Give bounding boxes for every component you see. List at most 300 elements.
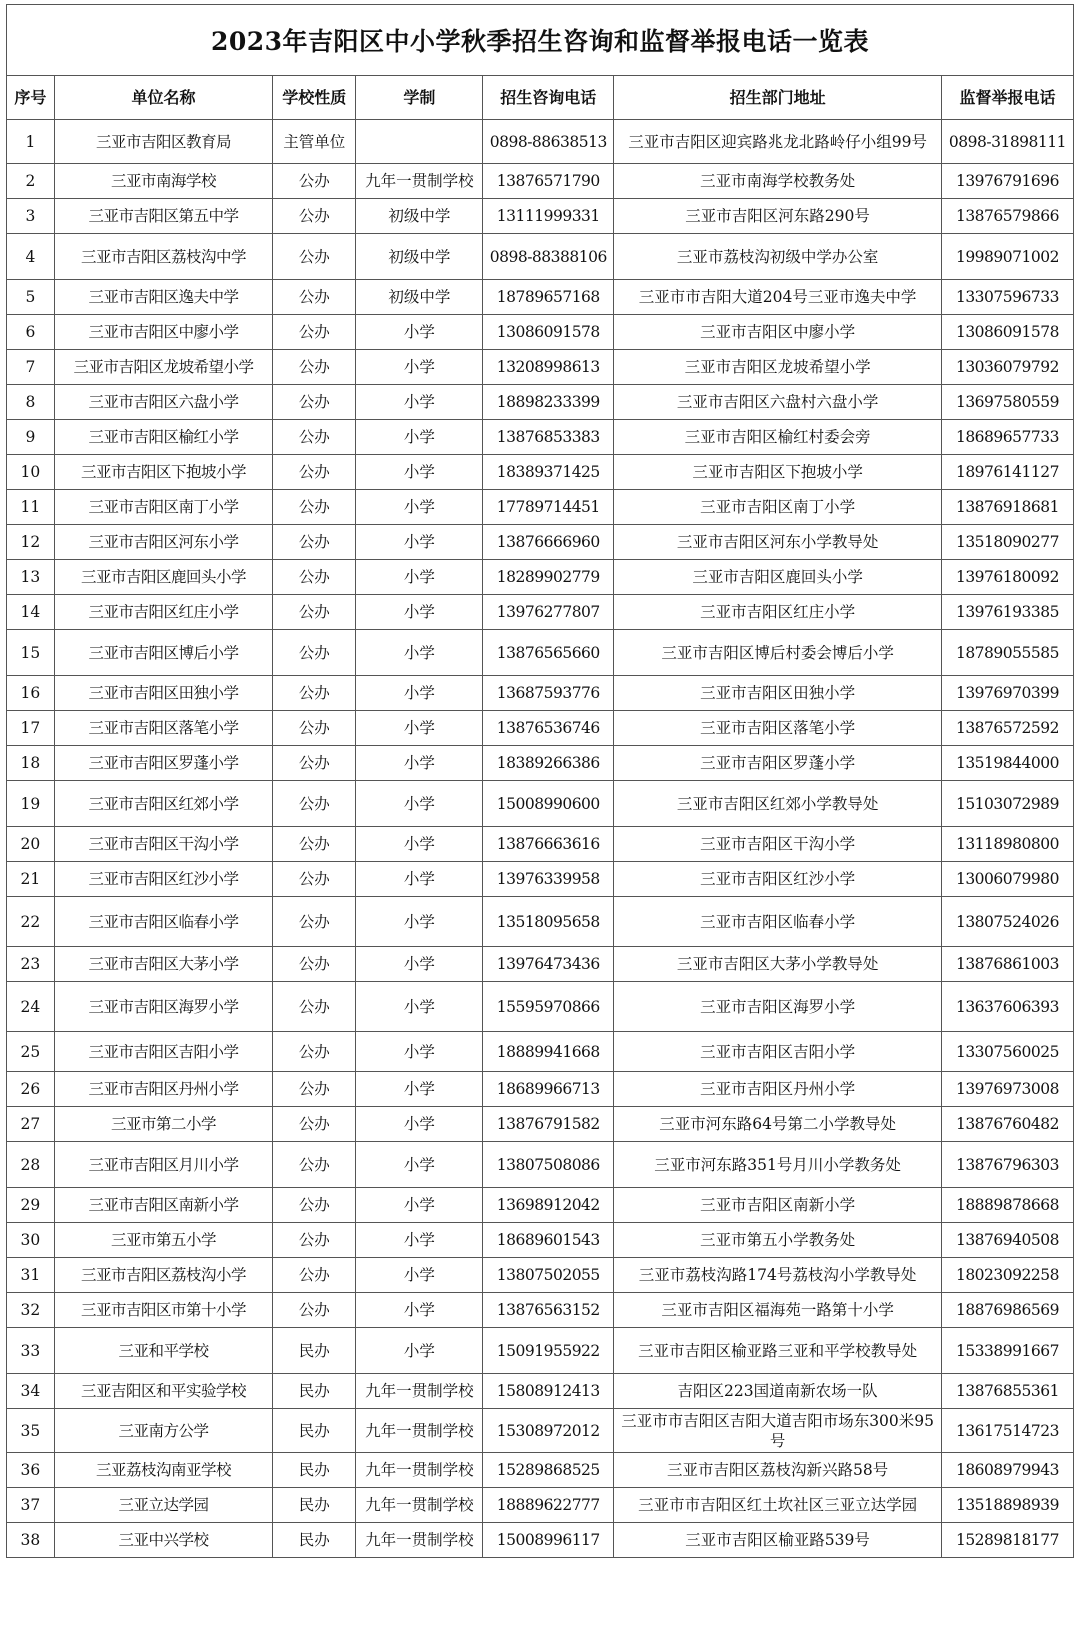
cell-report-phone: 13876940508: [941, 1223, 1073, 1258]
cell-school-type: 公办: [273, 385, 356, 420]
cell-school-system: 小学: [356, 1072, 483, 1107]
cell-office-address: 三亚市吉阳区河东路290号: [614, 199, 942, 234]
cell-school-system: 小学: [356, 1223, 483, 1258]
cell-report-phone: 18689657733: [941, 420, 1073, 455]
cell-school-type: 公办: [273, 947, 356, 982]
cell-school-system: 九年一贯制学校: [356, 1374, 483, 1409]
cell-report-phone: 15103072989: [941, 781, 1073, 827]
table-row: [7, 120, 1074, 164]
cell-report-phone: 19989071002: [941, 234, 1073, 280]
cell-index: 12: [7, 525, 55, 560]
cell-unit-name: 三亚市吉阳区红沙小学: [54, 862, 272, 897]
cell-enrollment-phone: 15008996117: [483, 1523, 614, 1558]
cell-school-type: 公办: [273, 490, 356, 525]
cell-index: 9: [7, 420, 55, 455]
cell-school-type: 公办: [273, 897, 356, 947]
cell-office-address: 三亚市市吉阳大道204号三亚市逸夫中学: [614, 280, 942, 315]
table-row: [7, 676, 1074, 711]
cell-unit-name: 三亚中兴学校: [54, 1523, 272, 1558]
cell-school-type: 公办: [273, 1107, 356, 1142]
cell-office-address: 三亚市吉阳区中廖小学: [614, 315, 942, 350]
cell-office-address: 三亚市吉阳区六盘村六盘小学: [614, 385, 942, 420]
cell-unit-name: 三亚市吉阳区鹿回头小学: [54, 560, 272, 595]
table-row: [7, 982, 1074, 1032]
cell-office-address: 三亚市吉阳区榆亚路539号: [614, 1523, 942, 1558]
cell-index: 34: [7, 1374, 55, 1409]
cell-index: 10: [7, 455, 55, 490]
table-row: [7, 525, 1074, 560]
cell-school-system: 小学: [356, 746, 483, 781]
table-row: [7, 1488, 1074, 1523]
cell-report-phone: 13976973008: [941, 1072, 1073, 1107]
cell-school-system: 九年一贯制学校: [356, 1453, 483, 1488]
cell-enrollment-phone: 15289868525: [483, 1453, 614, 1488]
table-row: [7, 1032, 1074, 1072]
table-row: [7, 630, 1074, 676]
cell-index: 19: [7, 781, 55, 827]
cell-school-type: 公办: [273, 781, 356, 827]
cell-school-type: 公办: [273, 1142, 356, 1188]
table-row: [7, 1188, 1074, 1223]
cell-unit-name: 三亚市吉阳区下抱坡小学: [54, 455, 272, 490]
table-row: [7, 234, 1074, 280]
cell-unit-name: 三亚吉阳区和平实验学校: [54, 1374, 272, 1409]
table-row: [7, 1293, 1074, 1328]
cell-office-address: 三亚市吉阳区下抱坡小学: [614, 455, 942, 490]
cell-index: 21: [7, 862, 55, 897]
cell-school-system: 小学: [356, 897, 483, 947]
cell-office-address: 三亚市荔枝沟初级中学办公室: [614, 234, 942, 280]
header-enrollment-phone: 招生咨询电话: [483, 76, 614, 120]
table-row: [7, 315, 1074, 350]
table-row: [7, 1223, 1074, 1258]
table-row: [7, 164, 1074, 199]
cell-report-phone: 13086091578: [941, 315, 1073, 350]
cell-unit-name: 三亚市吉阳区第五中学: [54, 199, 272, 234]
hotline-table: [6, 75, 1074, 1558]
cell-enrollment-phone: 15091955922: [483, 1328, 614, 1374]
cell-school-type: 公办: [273, 1188, 356, 1223]
header-index: 序号: [7, 76, 55, 120]
cell-index: 38: [7, 1523, 55, 1558]
cell-school-type: 公办: [273, 420, 356, 455]
cell-index: 36: [7, 1453, 55, 1488]
cell-report-phone: 18608979943: [941, 1453, 1073, 1488]
header-school-system: 学制: [356, 76, 483, 120]
cell-unit-name: 三亚市南海学校: [54, 164, 272, 199]
table-row: [7, 781, 1074, 827]
cell-unit-name: 三亚市吉阳区临春小学: [54, 897, 272, 947]
cell-report-phone: 13876796303: [941, 1142, 1073, 1188]
cell-enrollment-phone: 13687593776: [483, 676, 614, 711]
cell-enrollment-phone: 18889622777: [483, 1488, 614, 1523]
cell-school-type: 公办: [273, 1223, 356, 1258]
cell-enrollment-phone: 18889941668: [483, 1032, 614, 1072]
cell-office-address: 三亚市吉阳区荔枝沟新兴路58号: [614, 1453, 942, 1488]
document-title: 2023年吉阳区中小学秋季招生咨询和监督举报电话一览表: [6, 4, 1074, 75]
cell-office-address: 三亚市市吉阳区吉阳大道吉阳市场东300米95号: [614, 1409, 942, 1453]
cell-enrollment-phone: 13876565660: [483, 630, 614, 676]
cell-unit-name: 三亚市吉阳区红郊小学: [54, 781, 272, 827]
cell-index: 25: [7, 1032, 55, 1072]
cell-school-system: 九年一贯制学校: [356, 164, 483, 199]
cell-report-phone: 13876918681: [941, 490, 1073, 525]
cell-school-type: 公办: [273, 525, 356, 560]
table-row: [7, 897, 1074, 947]
cell-report-phone: 13518090277: [941, 525, 1073, 560]
cell-enrollment-phone: 13976473436: [483, 947, 614, 982]
cell-index: 32: [7, 1293, 55, 1328]
cell-school-system: 小学: [356, 630, 483, 676]
cell-office-address: 三亚市吉阳区红郊小学教导处: [614, 781, 942, 827]
cell-school-type: 公办: [273, 862, 356, 897]
cell-school-system: 初级中学: [356, 234, 483, 280]
cell-index: 20: [7, 827, 55, 862]
cell-office-address: 三亚市吉阳区博后村委会博后小学: [614, 630, 942, 676]
cell-office-address: 三亚市吉阳区榆亚路三亚和平学校教导处: [614, 1328, 942, 1374]
cell-index: 14: [7, 595, 55, 630]
cell-enrollment-phone: 18389371425: [483, 455, 614, 490]
cell-report-phone: 18976141127: [941, 455, 1073, 490]
cell-report-phone: 13519844000: [941, 746, 1073, 781]
cell-school-type: 公办: [273, 1258, 356, 1293]
cell-index: 5: [7, 280, 55, 315]
cell-unit-name: 三亚市吉阳区月川小学: [54, 1142, 272, 1188]
cell-office-address: 三亚市吉阳区迎宾路兆龙北路岭仔小组99号: [614, 120, 942, 164]
cell-school-type: 公办: [273, 630, 356, 676]
cell-index: 37: [7, 1488, 55, 1523]
cell-report-phone: 18876986569: [941, 1293, 1073, 1328]
cell-enrollment-phone: 15808912413: [483, 1374, 614, 1409]
cell-unit-name: 三亚荔枝沟南亚学校: [54, 1453, 272, 1488]
cell-unit-name: 三亚市吉阳区大茅小学: [54, 947, 272, 982]
cell-index: 4: [7, 234, 55, 280]
cell-unit-name: 三亚市第二小学: [54, 1107, 272, 1142]
cell-school-system: 初级中学: [356, 199, 483, 234]
cell-office-address: 三亚市吉阳区田独小学: [614, 676, 942, 711]
cell-index: 26: [7, 1072, 55, 1107]
cell-school-type: 公办: [273, 199, 356, 234]
cell-index: 6: [7, 315, 55, 350]
cell-enrollment-phone: 0898-88638513: [483, 120, 614, 164]
cell-enrollment-phone: 15595970866: [483, 982, 614, 1032]
cell-school-system: 小学: [356, 862, 483, 897]
cell-enrollment-phone: 13807502055: [483, 1258, 614, 1293]
cell-school-type: 公办: [273, 455, 356, 490]
cell-school-system: 初级中学: [356, 280, 483, 315]
cell-school-system: 小学: [356, 315, 483, 350]
cell-office-address: 三亚市吉阳区南丁小学: [614, 490, 942, 525]
cell-school-system: 九年一贯制学校: [356, 1523, 483, 1558]
cell-enrollment-phone: 0898-88388106: [483, 234, 614, 280]
table-row: [7, 560, 1074, 595]
cell-index: 27: [7, 1107, 55, 1142]
cell-school-type: 主管单位: [273, 120, 356, 164]
cell-school-system: 九年一贯制学校: [356, 1488, 483, 1523]
cell-report-phone: 13518898939: [941, 1488, 1073, 1523]
cell-index: 8: [7, 385, 55, 420]
cell-index: 18: [7, 746, 55, 781]
cell-school-system: 小学: [356, 385, 483, 420]
cell-unit-name: 三亚市吉阳区六盘小学: [54, 385, 272, 420]
cell-unit-name: 三亚市吉阳区南新小学: [54, 1188, 272, 1223]
cell-office-address: 三亚市吉阳区南新小学: [614, 1188, 942, 1223]
table-row: [7, 490, 1074, 525]
cell-school-type: 公办: [273, 234, 356, 280]
cell-office-address: 三亚市河东路64号第二小学教导处: [614, 1107, 942, 1142]
table-row: [7, 420, 1074, 455]
cell-report-phone: 13876861003: [941, 947, 1073, 982]
cell-office-address: 三亚市吉阳区河东小学教导处: [614, 525, 942, 560]
cell-school-type: 公办: [273, 560, 356, 595]
cell-index: 35: [7, 1409, 55, 1453]
cell-school-system: 小学: [356, 781, 483, 827]
cell-office-address: 三亚市吉阳区福海苑一路第十小学: [614, 1293, 942, 1328]
cell-report-phone: 15338991667: [941, 1328, 1073, 1374]
cell-school-system: 小学: [356, 947, 483, 982]
cell-index: 22: [7, 897, 55, 947]
cell-index: 31: [7, 1258, 55, 1293]
document-sheet: [6, 4, 1074, 1558]
cell-enrollment-phone: 13976339958: [483, 862, 614, 897]
cell-school-system: 小学: [356, 490, 483, 525]
cell-report-phone: 0898-31898111: [941, 120, 1073, 164]
cell-unit-name: 三亚南方公学: [54, 1409, 272, 1453]
cell-unit-name: 三亚立达学园: [54, 1488, 272, 1523]
cell-report-phone: 13617514723: [941, 1409, 1073, 1453]
table-row: [7, 455, 1074, 490]
cell-unit-name: 三亚市吉阳区逸夫中学: [54, 280, 272, 315]
cell-school-system: 小学: [356, 827, 483, 862]
header-report-phone: 监督举报电话: [941, 76, 1073, 120]
cell-school-type: 公办: [273, 315, 356, 350]
cell-office-address: 三亚市吉阳区大茅小学教导处: [614, 947, 942, 982]
cell-unit-name: 三亚市吉阳区博后小学: [54, 630, 272, 676]
table-row: [7, 947, 1074, 982]
cell-index: 16: [7, 676, 55, 711]
cell-report-phone: 13006079980: [941, 862, 1073, 897]
cell-office-address: 三亚市市吉阳区红土坎社区三亚立达学园: [614, 1488, 942, 1523]
cell-report-phone: 13036079792: [941, 350, 1073, 385]
cell-enrollment-phone: 13976277807: [483, 595, 614, 630]
cell-school-type: 民办: [273, 1409, 356, 1453]
cell-report-phone: 13876855361: [941, 1374, 1073, 1409]
cell-index: 13: [7, 560, 55, 595]
cell-school-system: 小学: [356, 1188, 483, 1223]
cell-school-type: 民办: [273, 1453, 356, 1488]
cell-report-phone: 18889878668: [941, 1188, 1073, 1223]
table-body: [7, 120, 1074, 1558]
cell-unit-name: 三亚市吉阳区红庄小学: [54, 595, 272, 630]
cell-report-phone: 13976193385: [941, 595, 1073, 630]
cell-enrollment-phone: 13086091578: [483, 315, 614, 350]
cell-report-phone: 18023092258: [941, 1258, 1073, 1293]
cell-school-type: 公办: [273, 164, 356, 199]
cell-index: 28: [7, 1142, 55, 1188]
cell-school-system: 九年一贯制学校: [356, 1409, 483, 1453]
cell-enrollment-phone: 18689966713: [483, 1072, 614, 1107]
cell-school-system: 小学: [356, 711, 483, 746]
cell-school-system: 小学: [356, 1107, 483, 1142]
cell-unit-name: 三亚市第五小学: [54, 1223, 272, 1258]
cell-school-system: 小学: [356, 676, 483, 711]
cell-enrollment-phone: 13876663616: [483, 827, 614, 862]
cell-enrollment-phone: 13876791582: [483, 1107, 614, 1142]
cell-index: 23: [7, 947, 55, 982]
header-school-type: 学校性质: [273, 76, 356, 120]
cell-report-phone: 13876572592: [941, 711, 1073, 746]
cell-unit-name: 三亚市吉阳区荔枝沟小学: [54, 1258, 272, 1293]
cell-unit-name: 三亚市吉阳区南丁小学: [54, 490, 272, 525]
table-row: [7, 746, 1074, 781]
cell-school-system: 小学: [356, 982, 483, 1032]
cell-school-system: 小学: [356, 1328, 483, 1374]
cell-office-address: 三亚市吉阳区鹿回头小学: [614, 560, 942, 595]
cell-enrollment-phone: 13807508086: [483, 1142, 614, 1188]
cell-school-system: 小学: [356, 350, 483, 385]
cell-office-address: 三亚市吉阳区临春小学: [614, 897, 942, 947]
cell-index: 2: [7, 164, 55, 199]
cell-school-system: 小学: [356, 595, 483, 630]
cell-index: 3: [7, 199, 55, 234]
cell-office-address: 三亚市河东路351号月川小学教务处: [614, 1142, 942, 1188]
cell-unit-name: 三亚市吉阳区龙坡希望小学: [54, 350, 272, 385]
cell-office-address: 三亚市荔枝沟路174号荔枝沟小学教导处: [614, 1258, 942, 1293]
cell-report-phone: 15289818177: [941, 1523, 1073, 1558]
header-office-address: 招生部门地址: [614, 76, 942, 120]
cell-school-type: 公办: [273, 350, 356, 385]
cell-office-address: 吉阳区223国道南新农场一队: [614, 1374, 942, 1409]
cell-enrollment-phone: 13876536746: [483, 711, 614, 746]
cell-index: 33: [7, 1328, 55, 1374]
cell-index: 24: [7, 982, 55, 1032]
cell-unit-name: 三亚市吉阳区榆红小学: [54, 420, 272, 455]
cell-unit-name: 三亚市吉阳区荔枝沟中学: [54, 234, 272, 280]
cell-school-type: 公办: [273, 280, 356, 315]
cell-enrollment-phone: 13111999331: [483, 199, 614, 234]
cell-school-system: 小学: [356, 1142, 483, 1188]
table-row: [7, 1072, 1074, 1107]
table-row: [7, 1258, 1074, 1293]
cell-office-address: 三亚市吉阳区龙坡希望小学: [614, 350, 942, 385]
cell-school-system: 小学: [356, 420, 483, 455]
header-unit-name: 单位名称: [54, 76, 272, 120]
cell-office-address: 三亚市吉阳区海罗小学: [614, 982, 942, 1032]
cell-school-type: 公办: [273, 711, 356, 746]
cell-office-address: 三亚市吉阳区罗蓬小学: [614, 746, 942, 781]
cell-unit-name: 三亚市吉阳区教育局: [54, 120, 272, 164]
cell-office-address: 三亚市吉阳区吉阳小学: [614, 1032, 942, 1072]
cell-school-system: 小学: [356, 1258, 483, 1293]
cell-unit-name: 三亚和平学校: [54, 1328, 272, 1374]
cell-school-type: 公办: [273, 676, 356, 711]
cell-report-phone: 13876579866: [941, 199, 1073, 234]
cell-report-phone: 13976180092: [941, 560, 1073, 595]
cell-school-type: 公办: [273, 595, 356, 630]
cell-school-type: 民办: [273, 1374, 356, 1409]
cell-unit-name: 三亚市吉阳区落笔小学: [54, 711, 272, 746]
cell-enrollment-phone: 17789714451: [483, 490, 614, 525]
table-row: [7, 1409, 1074, 1453]
cell-office-address: 三亚市南海学校教务处: [614, 164, 942, 199]
cell-enrollment-phone: 13208998613: [483, 350, 614, 385]
cell-school-system: 小学: [356, 1032, 483, 1072]
table-row: [7, 1328, 1074, 1374]
cell-report-phone: 13976791696: [941, 164, 1073, 199]
cell-school-system: 小学: [356, 560, 483, 595]
cell-index: 30: [7, 1223, 55, 1258]
cell-enrollment-phone: 13876563152: [483, 1293, 614, 1328]
cell-enrollment-phone: 18789657168: [483, 280, 614, 315]
table-row: [7, 711, 1074, 746]
cell-school-type: 公办: [273, 982, 356, 1032]
cell-school-type: 公办: [273, 746, 356, 781]
cell-report-phone: 13307596733: [941, 280, 1073, 315]
cell-school-system: 小学: [356, 455, 483, 490]
cell-enrollment-phone: 13518095658: [483, 897, 614, 947]
cell-unit-name: 三亚市吉阳区市第十小学: [54, 1293, 272, 1328]
cell-enrollment-phone: 13876571790: [483, 164, 614, 199]
table-row: [7, 1523, 1074, 1558]
cell-school-type: 公办: [273, 1032, 356, 1072]
cell-enrollment-phone: 15308972012: [483, 1409, 614, 1453]
cell-enrollment-phone: 13876853383: [483, 420, 614, 455]
cell-unit-name: 三亚市吉阳区海罗小学: [54, 982, 272, 1032]
cell-enrollment-phone: 13876666960: [483, 525, 614, 560]
cell-school-system: 小学: [356, 1293, 483, 1328]
cell-school-type: 公办: [273, 827, 356, 862]
cell-enrollment-phone: 18389266386: [483, 746, 614, 781]
cell-unit-name: 三亚市吉阳区吉阳小学: [54, 1032, 272, 1072]
table-row: [7, 385, 1074, 420]
cell-office-address: 三亚市吉阳区干沟小学: [614, 827, 942, 862]
cell-school-type: 公办: [273, 1293, 356, 1328]
cell-report-phone: 18789055585: [941, 630, 1073, 676]
cell-report-phone: 13697580559: [941, 385, 1073, 420]
cell-report-phone: 13307560025: [941, 1032, 1073, 1072]
cell-report-phone: 13118980800: [941, 827, 1073, 862]
cell-index: 7: [7, 350, 55, 385]
cell-school-type: 公办: [273, 1072, 356, 1107]
table-row: [7, 1453, 1074, 1488]
cell-school-type: 民办: [273, 1488, 356, 1523]
cell-unit-name: 三亚市吉阳区罗蓬小学: [54, 746, 272, 781]
cell-unit-name: 三亚市吉阳区丹州小学: [54, 1072, 272, 1107]
cell-enrollment-phone: 18289902779: [483, 560, 614, 595]
table-row: [7, 595, 1074, 630]
cell-school-system: [356, 120, 483, 164]
table-row: [7, 1142, 1074, 1188]
cell-index: 11: [7, 490, 55, 525]
table-row: [7, 827, 1074, 862]
cell-office-address: 三亚市吉阳区丹州小学: [614, 1072, 942, 1107]
table-header-row: [7, 76, 1074, 120]
cell-index: 1: [7, 120, 55, 164]
cell-school-type: 民办: [273, 1523, 356, 1558]
cell-unit-name: 三亚市吉阳区河东小学: [54, 525, 272, 560]
cell-index: 15: [7, 630, 55, 676]
cell-report-phone: 13976970399: [941, 676, 1073, 711]
table-row: [7, 1374, 1074, 1409]
table-row: [7, 1107, 1074, 1142]
table-row: [7, 862, 1074, 897]
cell-unit-name: 三亚市吉阳区干沟小学: [54, 827, 272, 862]
cell-index: 17: [7, 711, 55, 746]
cell-office-address: 三亚市第五小学教务处: [614, 1223, 942, 1258]
table-row: [7, 350, 1074, 385]
cell-enrollment-phone: 15008990600: [483, 781, 614, 827]
cell-office-address: 三亚市吉阳区红沙小学: [614, 862, 942, 897]
